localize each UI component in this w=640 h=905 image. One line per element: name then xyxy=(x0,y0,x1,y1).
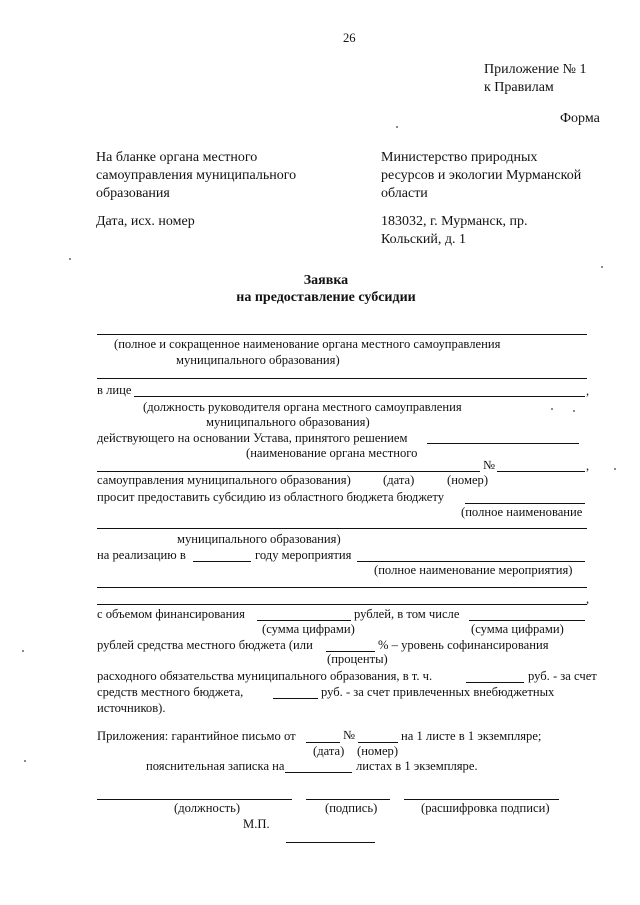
decision-line xyxy=(427,443,579,444)
mo-name-line xyxy=(97,528,587,529)
scan-speck xyxy=(573,410,575,412)
letterhead-line-2: самоуправления муниципального xyxy=(96,168,297,183)
extrabudget-sum-line xyxy=(273,698,318,699)
obl-text-1: расходного обязательства муниципального образования, в т. ч. xyxy=(97,669,433,683)
hint-head-1: (должность руководителя органа местного самоуправления xyxy=(143,400,462,414)
funding-text-2: рублей, в том числе xyxy=(354,607,460,621)
attachments-number-sign: № xyxy=(343,728,356,742)
hint-percent: (проценты) xyxy=(327,652,388,666)
event-line-2 xyxy=(97,587,587,588)
hint-mo: муниципального образования) xyxy=(177,532,341,546)
scan-speck xyxy=(24,760,26,762)
hint-head-2: муниципального образования) xyxy=(206,415,370,429)
acting-text: действующего на основании Устава, принятого решением xyxy=(97,431,408,445)
attachments-hint-number: (номер) xyxy=(357,744,399,758)
attachments-hint-date: (дата) xyxy=(313,744,345,758)
letter-number-line xyxy=(358,742,398,743)
hint-number: (номер) xyxy=(447,473,489,487)
doc-subtitle: на предоставление субсидии xyxy=(236,290,416,305)
hint-org-2: муниципального образования) xyxy=(176,353,340,367)
comma: , xyxy=(586,384,590,398)
hint-row-org: самоуправления муниципального образования) xyxy=(97,473,351,487)
funding-text-1: с объемом финансирования xyxy=(97,607,245,621)
stamp-place: М.П. xyxy=(243,817,270,831)
note-pages-line xyxy=(285,772,352,773)
appendix-rules: к Правилам xyxy=(484,80,554,95)
addressee-line-3: области xyxy=(381,186,428,201)
budget-recipient-line xyxy=(465,503,585,504)
addressee-line-1: Министерство природных xyxy=(381,150,538,165)
impl-text-2: году мероприятия xyxy=(255,548,352,562)
hint-full-name: (полное наименование xyxy=(461,505,583,519)
date-outgoing-number: Дата, исх. номер xyxy=(96,214,195,229)
obl-text-2: руб. - за счет xyxy=(528,669,597,683)
address-line-2: Кольский, д. 1 xyxy=(381,232,466,247)
in-person-label: в лице xyxy=(97,383,132,397)
position-line xyxy=(97,799,292,800)
local-budget-sum-line xyxy=(466,682,524,683)
address-line-1: 183032, г. Мурманск, пр. xyxy=(381,214,528,229)
obl-text-4: руб. - за счет привлеченных внебюджетных xyxy=(321,685,555,699)
funding-sum-line xyxy=(257,620,351,621)
local-text-1: рублей средства местного бюджета (или xyxy=(97,638,313,652)
decision-number-line xyxy=(497,471,585,472)
event-line xyxy=(357,561,585,562)
attachments-tail: на 1 листе в 1 экземпляре; xyxy=(401,729,542,743)
org-name-line-2 xyxy=(97,378,587,379)
hint-org-1: (полное и сокращенное наименование органа местного самоуправления xyxy=(114,337,501,351)
scan-speck xyxy=(396,126,398,128)
letter-date-line xyxy=(306,742,340,743)
local-sum-line xyxy=(469,620,585,621)
comma-2: , xyxy=(586,459,590,473)
request-text: просит предоставить субсидию из областного бюджета бюджету xyxy=(97,490,445,504)
attachments-label: Приложения: гарантийное письмо от xyxy=(97,729,296,743)
hint-signature: (подпись) xyxy=(325,801,378,815)
year-line xyxy=(193,561,251,562)
local-text-2: % – уровень софинансирования xyxy=(378,638,549,652)
hint-event: (полное наименование мероприятия) xyxy=(374,563,573,577)
signature-line xyxy=(306,799,390,800)
decode-line xyxy=(404,799,559,800)
number-sign: № xyxy=(483,458,496,472)
scan-speck xyxy=(69,258,71,260)
hint-sum-1: (сумма цифрами) xyxy=(262,622,355,636)
note-text-1: пояснительная записка на xyxy=(146,759,285,773)
footer-line xyxy=(286,842,375,843)
hint-sum-2: (сумма цифрами) xyxy=(471,622,564,636)
doc-title: Заявка xyxy=(303,273,349,288)
comma-3: , xyxy=(586,592,590,606)
scan-speck xyxy=(614,468,616,470)
event-line-3 xyxy=(97,604,587,605)
body-name-line xyxy=(97,471,480,472)
impl-text-1: на реализацию в xyxy=(97,548,186,562)
hint-decode: (расшифровка подписи) xyxy=(421,801,550,815)
org-name-line xyxy=(97,334,587,335)
scan-speck xyxy=(551,408,553,410)
addressee-line-2: ресурсов и экологии Мурманской xyxy=(381,168,582,183)
appendix-number: Приложение № 1 xyxy=(484,62,587,77)
page-number: 26 xyxy=(343,31,356,45)
scan-speck xyxy=(601,266,603,268)
scan-speck xyxy=(22,650,24,652)
letterhead-line-3: образования xyxy=(96,186,170,201)
head-position-line xyxy=(134,396,585,397)
note-text-2: листах в 1 экземпляре. xyxy=(356,759,478,773)
letterhead-line-1: На бланке органа местного xyxy=(96,150,258,165)
form-label: Форма xyxy=(560,111,600,126)
obl-text-5: источников). xyxy=(97,701,166,715)
obl-text-3: средств местного бюджета, xyxy=(97,685,244,699)
hint-date: (дата) xyxy=(383,473,415,487)
hint-body-1: (наименование органа местного xyxy=(246,446,418,460)
hint-position: (должность) xyxy=(174,801,241,815)
